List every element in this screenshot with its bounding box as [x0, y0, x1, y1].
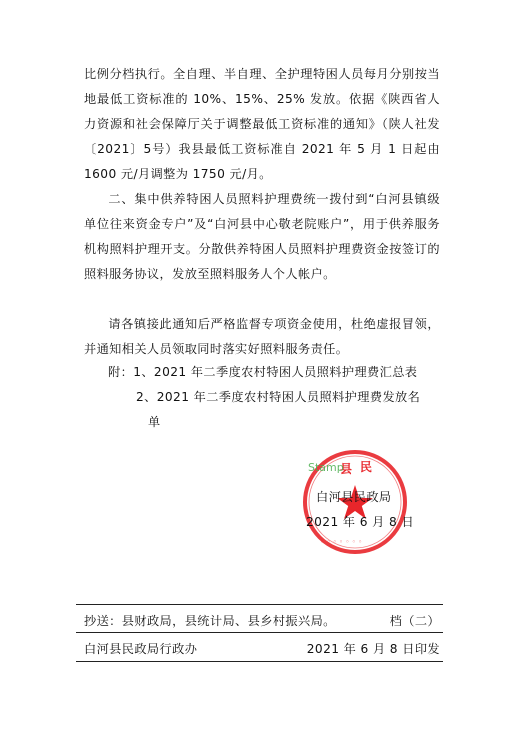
paragraph-continuation: 比例分档执行。全自理、半自理、全护理特困人员每月分别按当地最低工资标准的 10%、15%、25% 发放。依据《陕西省人力资源和社会保障厅关于调整最低工资标准的通知》（陕人社发〔2021〕5号）我县最低工资标准自 2021 年 5 月 1 日起由 1600 元/月调整为 1750 元/月。: [84, 67, 440, 181]
attachments-label: 附：: [108, 365, 134, 379]
svg-text:◦ ◦ ◦ ◦ ◦ ◦ ◦: ◦ ◦ ◦ ◦ ◦ ◦ ◦: [320, 538, 363, 546]
attachment-item-2-wrap: 单: [148, 415, 161, 429]
attachment-item-1: 1、2021 年二季度农村特困人员照料护理费汇总表: [133, 365, 418, 379]
signature-date: 2021 年 6 月 8 日: [306, 515, 415, 529]
svg-text:Stamp: Stamp: [308, 461, 344, 474]
footer-archive: 档（二）: [389, 614, 440, 628]
footer-top-rule: [76, 604, 443, 605]
signature-issuer: 白河县民政局: [316, 490, 392, 504]
footer-cc-row: [84, 612, 440, 629]
attachment-item-2: 2、2021 年二季度农村特困人员照料护理费发放名: [136, 390, 421, 404]
svg-text:县: 县: [340, 462, 353, 476]
footer-bottom-rule: [76, 661, 443, 662]
paragraph-item-two: 二、集中供养特困人员照料护理费统一拨付到“白河县镇级单位往来资金专户”及“白河县中心敬老院账户”，用于供养服务机构照料护理开支。分散供养特困人员照料护理费资金按签订的照料服务协议，发放至照料服务人个人帐户。: [84, 192, 440, 281]
paragraph-instruction: 请各镇接此通知后严格监督专项资金使用，杜绝虚报冒领，并通知相关人员领取同时落实好照料服务责任。: [84, 317, 440, 356]
footer-print-row: [84, 640, 440, 657]
attachments-block: [108, 360, 417, 385]
svg-text:民: 民: [360, 460, 373, 474]
footer-office: 白河县民政局行政办: [84, 642, 198, 656]
footer-cc-label: 抄送：: [84, 614, 122, 628]
footer-cc-value: 县财政局，县统计局、县乡村振兴局。: [121, 614, 336, 628]
footer-middle-rule: [76, 632, 443, 633]
footer-cc: [84, 612, 336, 629]
footer-print-date: 2021 年 6 月 8 日印发: [306, 642, 440, 656]
